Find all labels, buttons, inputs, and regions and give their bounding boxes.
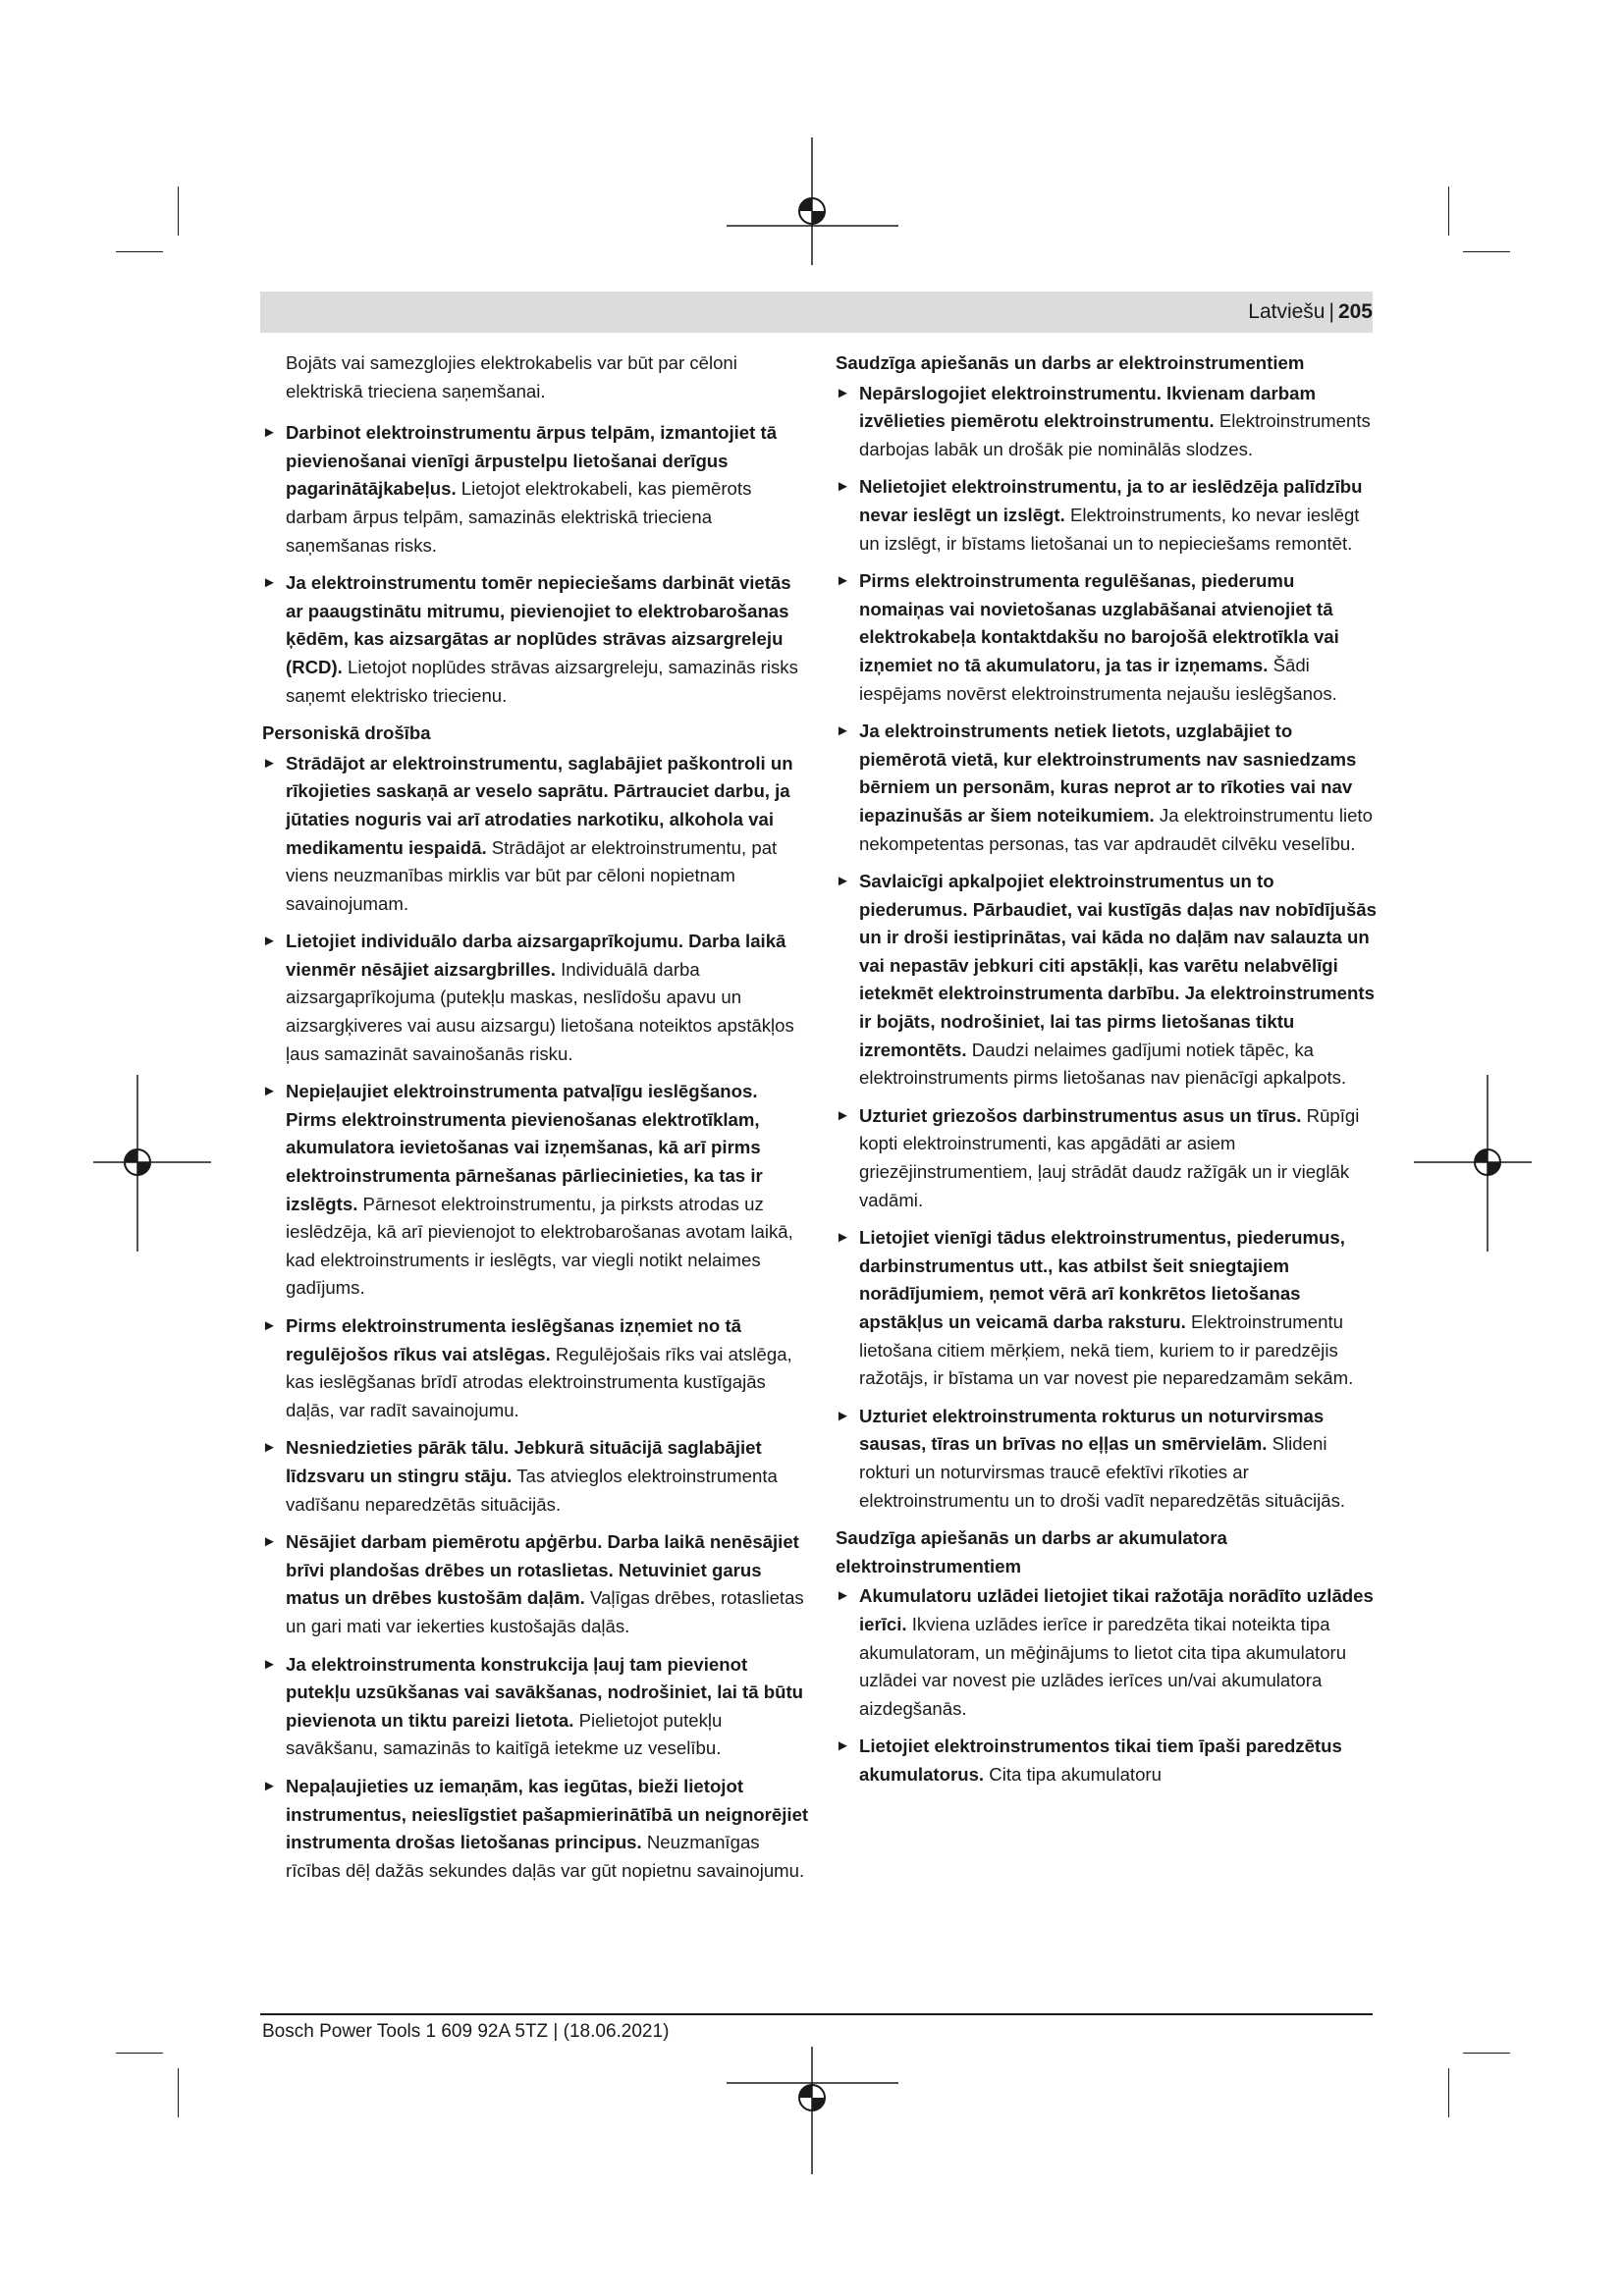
item-text: Elektroinstruments, ko nevar ieslēgt un izslēgt, ir bīstams lietošanai un to nepieciešams remontēt. — [859, 504, 1360, 554]
list-item — [836, 1224, 1380, 1393]
list-item — [836, 718, 1380, 858]
item-bold: Pirms elektroinstrumenta regulēšanas, piederumu nomaiņas vai novietošanas uzglabāšanai atvienojiet tā elektrokabeļa kontaktdakšu no barojošā elektrotīkla vai izņemiet no tā akumulatoru, ja tas ir izņemams. — [859, 570, 1339, 675]
bullet-icon: ► — [836, 1229, 850, 1247]
list-item — [262, 750, 812, 919]
item-bold: Ja elektroinstruments netiek lietots, uzglabājiet to piemērotā vietā, kur elektroinstruments nav sasniedzams bērniem un personām, kuras neprot ar to rīkoties vai nav iepazinušās ar šiem noteikumiem. — [859, 721, 1357, 826]
item-bold: Nepaļaujieties uz iemaņām, kas iegūtas, bieži lietojot instrumentus, neieslīgstiet pašapmierinātībā un neignorējiet instrumenta drošas lietošanas principus. — [286, 1775, 809, 1853]
item-text: Elektroinstrumentu lietošana citiem mērķiem, nekā tiem, kuriem to ir paredzējis ražotājs, ir bīstama un var novest pie neparedzamām sekām. — [859, 1311, 1354, 1389]
item-text: Cita tipa akumulatoru — [989, 1763, 1162, 1785]
page-header — [1248, 297, 1373, 327]
crop-mark — [1463, 2053, 1510, 2054]
item-bold: Nepārslogojiet elektroinstrumentu. Ikvienam darbam izvēlieties piemērotu elektroinstrumentu. — [859, 382, 1316, 432]
list-item — [836, 1733, 1380, 1789]
item-bold: Pirms elektroinstrumenta ieslēgšanas izņemiet no tā regulējošos rīkus vai atslēgas. — [286, 1315, 741, 1364]
crop-mark — [178, 187, 179, 236]
item-text: Ikviena uzlādes ierīce ir paredzēta tikai noteikta tipa akumulatoram, un mēģinājums to lietot cita tipa akumulatoru uzlādei var novest pie uzlādes ierīces un/vai akumulatora aizdegšanās. — [859, 1613, 1347, 1719]
item-text: Strādājot ar elektroinstrumentu, pat viens neuzmanības mirklis var būt par cēloni nopietnam savainojumam. — [286, 836, 778, 914]
item-text: Šādi iespējams novērst elektroinstrumenta nejaušu ieslēgšanos. — [859, 654, 1337, 704]
bullet-icon: ► — [836, 873, 850, 890]
bullet-icon: ► — [836, 572, 850, 590]
item-text: Neuzmanīgas rīcības dēļ dažās sekundes daļās var gūt nopietnu savainojumu. — [286, 1832, 805, 1881]
header-band — [260, 292, 1373, 333]
item-bold: Uzturiet elektroinstrumenta rokturus un noturvirsmas sausas, tīras un brīvas no eļļas un smērvielām. — [859, 1405, 1325, 1455]
crop-mark — [178, 2068, 179, 2117]
item-bold: Darbinot elektroinstrumentu ārpus telpām, izmantojiet tā pievienošanai vienīgi ārpustelpu lietošanai derīgus pagarinātājkabeļus. — [286, 422, 778, 500]
list-item — [262, 1434, 812, 1519]
item-bold: Savlaicīgi apkalpojiet elektroinstrumentus un to piederumus. Pārbaudiet, vai kustīgās daļas nav nobīdījušās un ir droši iestiprinātas, vai kāda no daļām nav salauzta un vai nepastāv jebkuri citi apstākļi, kas varētu nelabvēlīgi ietekmēt elektroinstrumenta darbību. Ja elektroinstruments ir bojāts, nodrošiniet, lai tas pirms lietošanas tiktu izremontēts. — [859, 871, 1377, 1060]
list-item — [262, 419, 812, 560]
bullet-icon: ► — [262, 1655, 277, 1673]
crop-mark — [1448, 187, 1449, 236]
item-bold: Uzturiet griezošos darbinstrumentus asus un tīrus. — [859, 1104, 1302, 1126]
left-column — [262, 349, 812, 1895]
bullet-icon: ► — [262, 933, 277, 950]
item-text: Slideni rokturi un noturvirsmas traucē efektīvi rīkoties ar elektroinstrumentu un to droši vadīt neparedzētās situācijās. — [859, 1433, 1346, 1511]
bullet-icon: ► — [262, 1083, 277, 1100]
item-text: Ja elektroinstrumentu lieto nekompetentas personas, tas var apdraudēt cilvēku veselību. — [859, 804, 1373, 854]
header-separator: | — [1328, 300, 1334, 323]
bullet-icon: ► — [262, 1439, 277, 1457]
list-item — [836, 1582, 1380, 1723]
item-text: Lietojot elektrokabeli, kas piemērots darbam ārpus telpām, samazinās elektriskā trieciena saņemšanas risks. — [286, 478, 752, 556]
bullet-icon: ► — [836, 384, 850, 401]
section-heading: Saudzīga apiešanās un darbs ar elektroinstrumentiem — [836, 352, 1305, 373]
registration-mark-top — [727, 137, 903, 265]
item-bold: Nepieļaujiet elektroinstrumenta patvaļīgu ieslēgšanos. Pirms elektroinstrumenta pievienošanas elektrotīklam, akumulatora ievietošanas vai izņemšanas, kā arī pirms elektroinstrumenta pārnešanas pārliecinieties, ka tas ir izslēgts. — [286, 1081, 763, 1214]
item-text: Elektroinstruments darbojas labāk un drošāk pie nominālās slodzes. — [859, 410, 1371, 459]
item-text: Rūpīgi kopti elektroinstrumenti, kas apgādāti ar asiem griezējinstrumentiem, ļauj strādāt daudz ražīgāk un ir vieglāk vadāmi. — [859, 1104, 1360, 1210]
list-item — [836, 868, 1380, 1093]
item-bold: Strādājot ar elektroinstrumentu, saglabājiet paškontroli un rīkojieties saskaņā ar veselo saprātu. Pārtrauciet darbu, ja jūtaties noguris vai arī atrodaties narkotiku, alkohola vai medikamentu iespaidā. — [286, 752, 793, 858]
item-text: Vaļīgas drēbes, rotaslietas un gari mati var iekerties kustošajās daļās. — [286, 1587, 804, 1636]
item-text: Regulējošais rīks vai atslēga, kas ieslēgšanas brīdī atrodas elektroinstrumenta kustīgajās daļās, var radīt savainojumu. — [286, 1343, 792, 1420]
item-bold: Ja elektroinstrumenta konstrukcija ļauj tam pievienot putekļu uzsūkšanas vai savākšanas, nodrošiniet, lai tā būtu pievienota un tiktu pareizi lietota. — [286, 1653, 803, 1731]
section-heading: Saudzīga apiešanās un darbs ar akumulatora elektroinstrumentiem — [836, 1527, 1227, 1576]
bullet-icon: ► — [836, 722, 850, 740]
bullet-icon: ► — [836, 1106, 850, 1124]
list-item — [836, 1102, 1380, 1214]
item-bold: Nēsājiet darbam piemērotu apģērbu. Darba laikā nenēsājiet brīvi plandošas drēbes un rotaslietas. Netuviniet garus matus un drēbes kustošām daļām. — [286, 1531, 799, 1609]
registration-mark-right — [1414, 1075, 1532, 1252]
item-text: Pielietojot putekļu savākšanu, samazinās to kaitīgā ietekme uz veselību. — [286, 1709, 723, 1759]
list-item — [262, 1773, 812, 1885]
list-item — [262, 1651, 812, 1763]
registration-mark-left — [93, 1075, 211, 1252]
list-item — [262, 1078, 812, 1303]
list-item — [836, 1403, 1380, 1515]
right-column — [836, 349, 1380, 1799]
bullet-icon: ► — [262, 1777, 277, 1794]
bullet-icon: ► — [262, 424, 277, 442]
intro-paragraph: Bojāts vai samezglojies elektrokabelis var būt par cēloni elektriskā trieciena saņemšanai. — [286, 352, 737, 401]
item-bold: Nelietojiet elektroinstrumentu, ja to ar ieslēdzēja palīdzību nevar ieslēgt un izslēgt. — [859, 476, 1363, 525]
crop-mark — [116, 2053, 163, 2054]
item-text: Individuālā darba aizsargaprīkojuma (putekļu maskas, neslīdošu apavu un aizsargķiveres vai ausu aizsargu) lietošana noteiktos apstākļos ļaus samazināt savainošanās risku. — [286, 958, 794, 1064]
list-item — [262, 569, 812, 710]
registration-mark-bottom — [727, 2047, 903, 2174]
list-item — [262, 928, 812, 1068]
bullet-icon: ► — [836, 1737, 850, 1755]
footer-rule — [260, 2013, 1373, 2015]
item-bold: Lietojiet vienīgi tādus elektroinstrumentus, piederumus, darbinstrumentus utt., kas atbilst šeit sniegtajiem norādījumiem, ņemot vērā arī konkrētos lietošanas apstākļus un veicamā darba raksturu. — [859, 1227, 1345, 1332]
language-label: Latviešu — [1248, 300, 1326, 323]
list-item — [836, 380, 1380, 464]
bullet-icon: ► — [262, 1533, 277, 1551]
footer-text: Bosch Power Tools 1 609 92A 5TZ | (18.06.2021) — [262, 2021, 670, 2042]
list-item — [262, 1528, 812, 1640]
bullet-icon: ► — [836, 478, 850, 496]
bullet-icon: ► — [836, 1587, 850, 1605]
item-text: Tas atvieglos elektroinstrumenta vadīšanu neparedzētās situācijās. — [286, 1465, 778, 1515]
list-item — [262, 1312, 812, 1424]
item-bold: Lietojiet elektroinstrumentos tikai tiem īpaši paredzētus akumulatorus. — [859, 1735, 1342, 1785]
page-number: 205 — [1337, 300, 1373, 323]
item-text: Daudzi nelaimes gadījumi notiek tāpēc, ka elektroinstruments pirms lietošanas nav pienācīgi apkalpots. — [859, 1039, 1347, 1089]
bullet-icon: ► — [836, 1407, 850, 1424]
item-text: Pārnesot elektroinstrumentu, ja pirksts atrodas uz ieslēdzēja, kā arī pievienojot to elektrobarošanas avotam laikā, kad elektroinstruments ir ieslēgts, var viegli notikt nelaimes gadījums. — [286, 1193, 793, 1299]
item-text: Lietojot noplūdes strāvas aizsargreleju, samazinās risks saņemt elektrisko triecienu. — [286, 656, 798, 706]
item-bold: Akumulatoru uzlādei lietojiet tikai ražotāja norādīto uzlādes ierīci. — [859, 1585, 1374, 1634]
item-bold: Lietojiet individuālo darba aizsargaprīkojumu. Darba laikā vienmēr nēsājiet aizsargbrilles. — [286, 931, 786, 980]
item-bold: Nesniedzieties pārāk tālu. Jebkurā situācijā saglabājiet līdzsvaru un stingru stāju. — [286, 1437, 762, 1486]
list-item — [836, 567, 1380, 708]
section-heading: Personiskā drošība — [262, 722, 431, 744]
crop-mark — [116, 251, 163, 252]
bullet-icon: ► — [262, 754, 277, 772]
item-bold: Ja elektroinstrumentu tomēr nepieciešams darbināt vietās ar paaugstinātu mitrumu, pievienojiet to elektrobarošanas ķēdēm, kas aizsargātas ar noplūdes strāvas aizsargreleju (RCD). — [286, 572, 791, 677]
bullet-icon: ► — [262, 1317, 277, 1334]
list-item — [836, 473, 1380, 558]
crop-mark — [1463, 251, 1510, 252]
crop-mark — [1448, 2068, 1449, 2117]
bullet-icon: ► — [262, 574, 277, 592]
